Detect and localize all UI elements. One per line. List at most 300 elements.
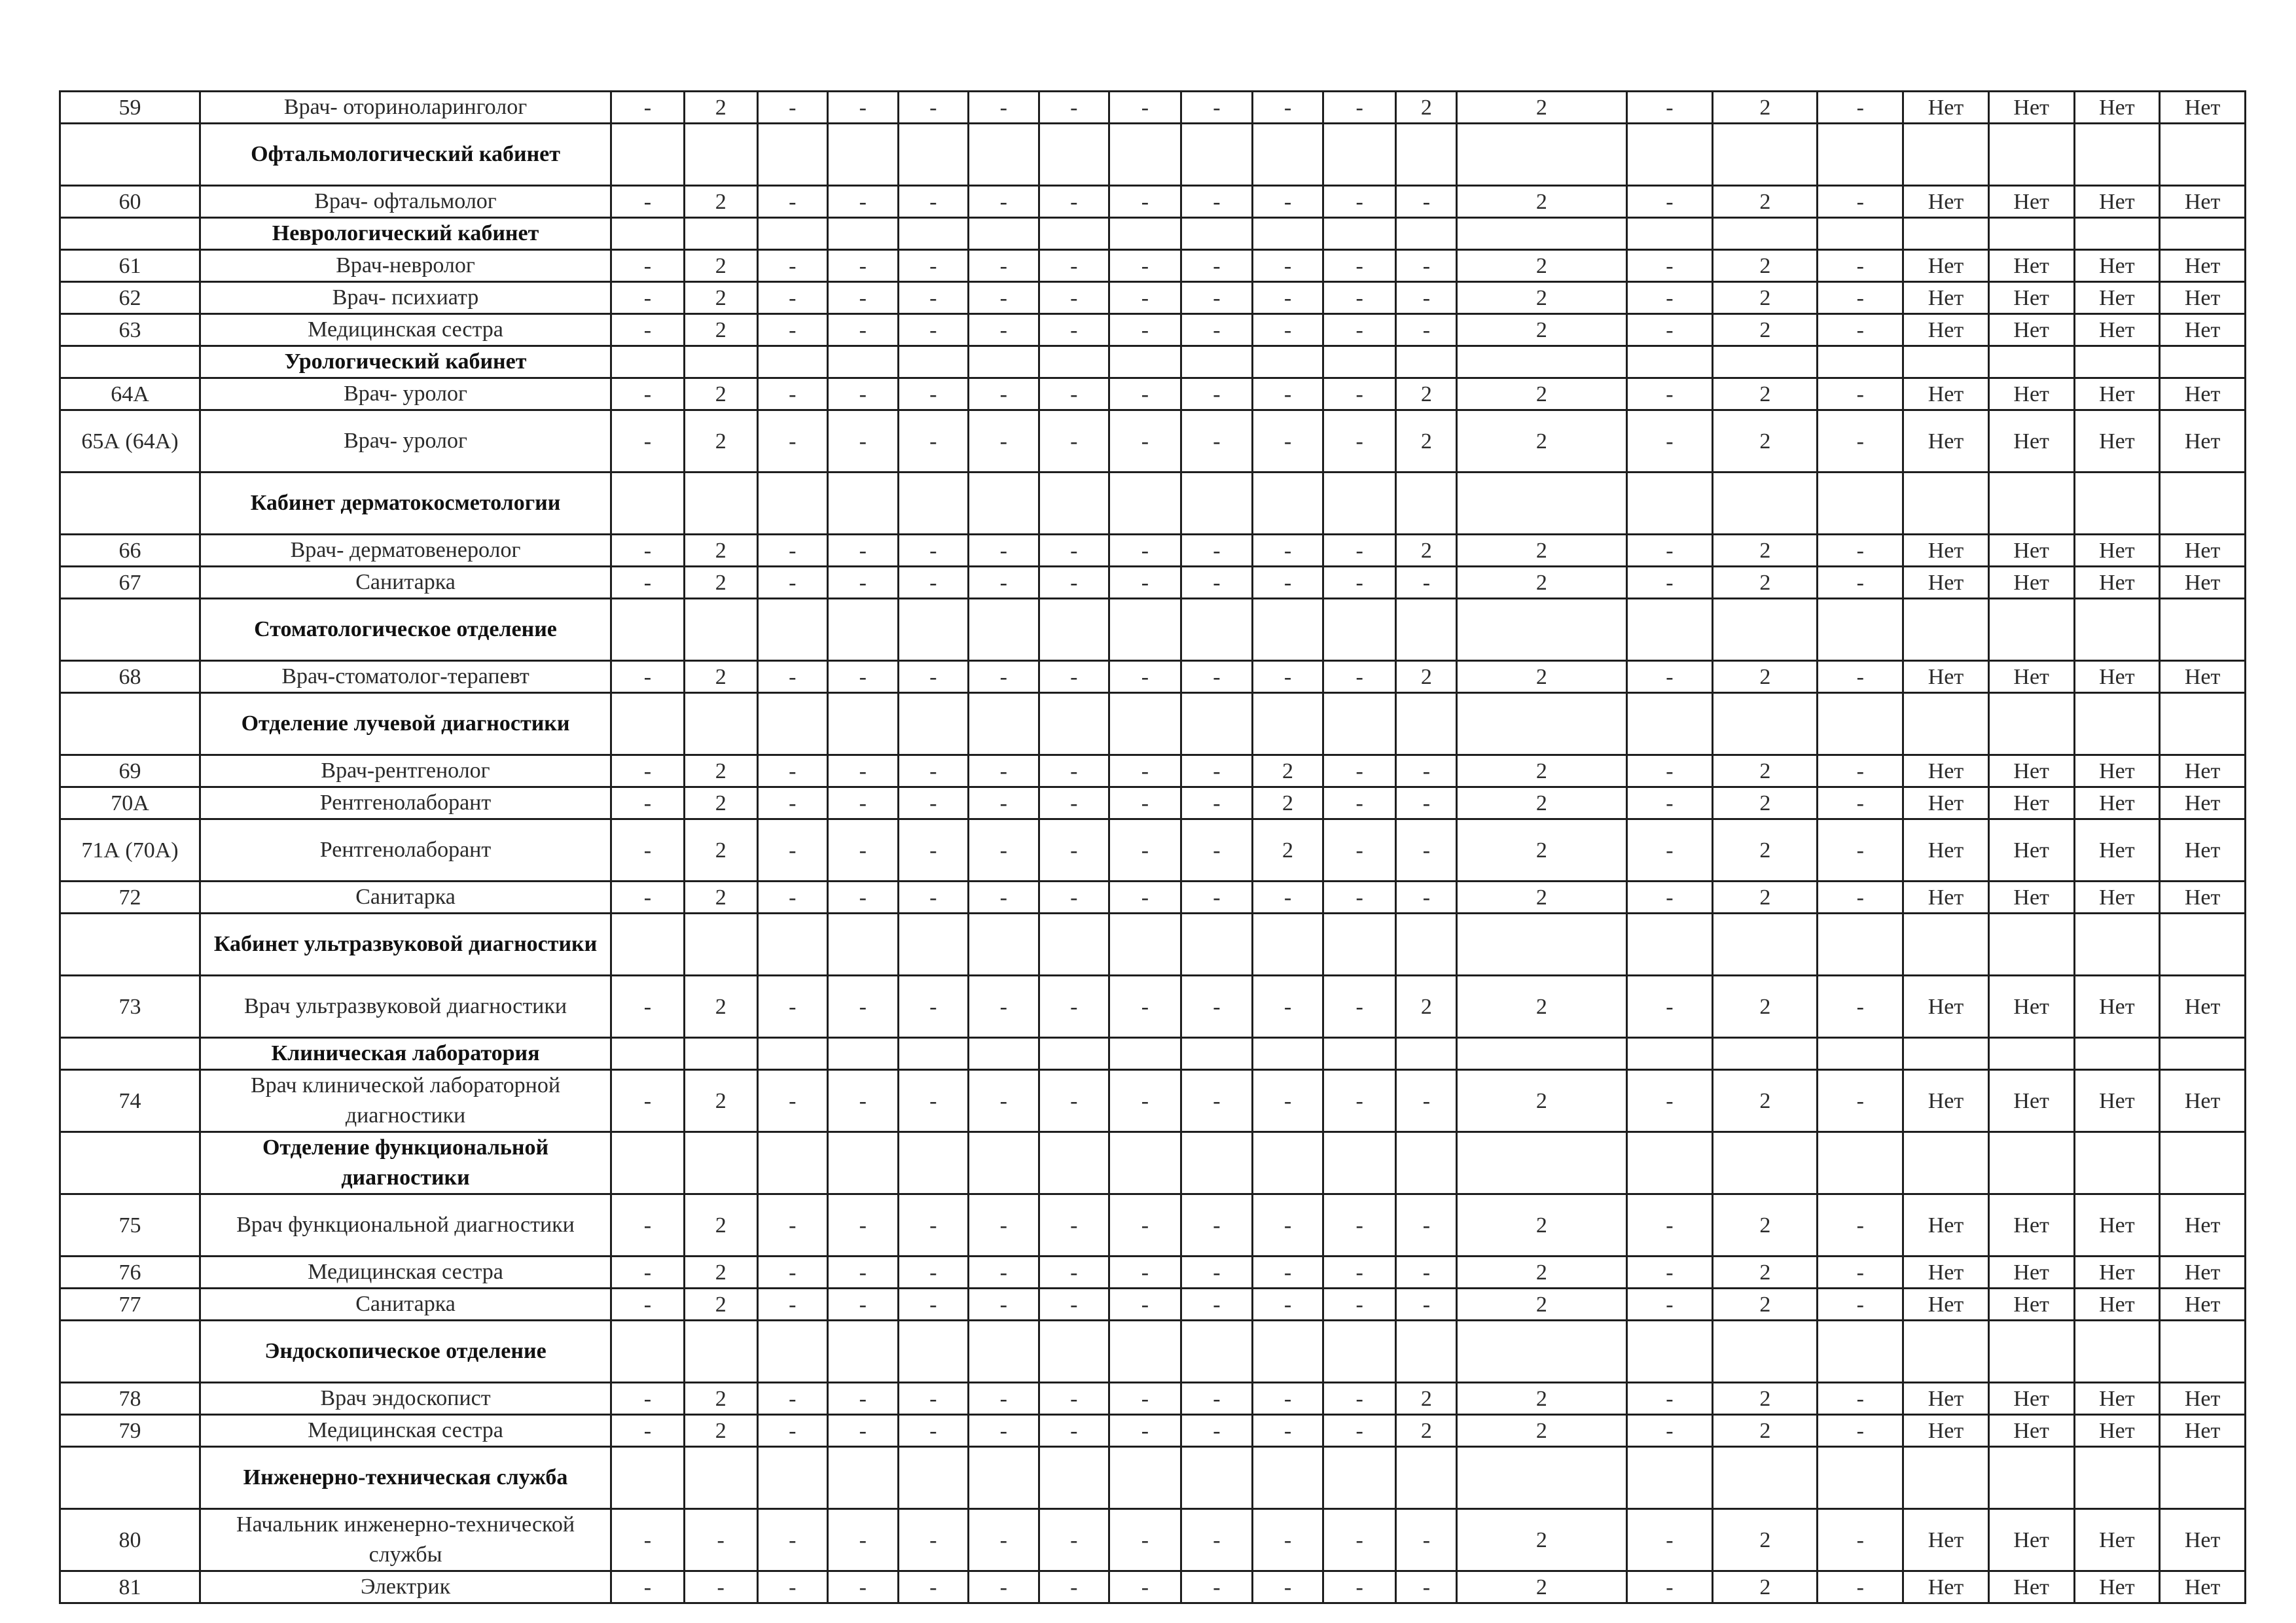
value-cell: 2 [1396,535,1457,567]
value-cell: Нет [1903,410,1989,473]
section-row [60,693,2246,755]
value-cell: - [828,1415,899,1447]
value-cell [1457,914,1626,976]
value-cell: - [611,535,685,567]
value-cell: - [969,1289,1039,1321]
value-cell: 2 [684,1257,757,1289]
value-cell: - [1039,410,1109,473]
value-cell: Нет [1903,1257,1989,1289]
table-row [60,1194,2246,1257]
value-cell: - [1818,378,1903,410]
value-cell: - [757,567,828,599]
value-cell: - [1253,1571,1323,1603]
value-cell [1323,1447,1396,1509]
value-cell: 2 [1457,1509,1626,1571]
value-cell: - [1323,186,1396,218]
value-cell: Нет [1988,1257,2074,1289]
value-cell: 2 [1457,882,1626,914]
value-cell: - [828,186,899,218]
value-cell: Нет [1903,1383,1989,1415]
value-cell: 2 [1713,976,1818,1038]
value-cell [1039,218,1109,250]
table-row [60,186,2246,218]
section-title-cell: Эндоскопическое отделение [200,1321,611,1383]
value-cell [2160,1447,2246,1509]
value-cell [1109,124,1181,186]
value-cell: - [969,1194,1039,1257]
value-cell: Нет [2074,1571,2160,1603]
table-body [60,92,2246,1603]
value-cell: - [1396,1289,1457,1321]
value-cell: - [828,314,899,346]
value-cell: 2 [684,819,757,882]
value-cell [828,914,899,976]
value-cell: - [611,1257,685,1289]
value-cell: - [1109,92,1181,124]
value-cell [1818,124,1903,186]
value-cell: 2 [1713,410,1818,473]
table-row [60,92,2246,124]
value-cell: - [757,1509,828,1571]
value-cell: - [1109,787,1181,819]
value-cell [828,124,899,186]
value-cell: 2 [684,1415,757,1447]
value-cell: - [1253,186,1323,218]
value-cell [2074,599,2160,661]
section-title-cell: Отделение лучевой диагностики [200,693,611,755]
section-title-cell: Урологический кабинет [200,346,611,378]
value-cell [1457,1447,1626,1509]
value-cell: - [898,661,969,693]
value-cell [828,1447,899,1509]
value-cell: - [1253,1509,1323,1571]
value-cell [898,693,969,755]
value-cell: Нет [2074,1070,2160,1132]
row-number-cell: 60 [60,186,200,218]
value-cell: 2 [1713,186,1818,218]
value-cell: - [1109,282,1181,314]
value-cell: 2 [684,567,757,599]
value-cell [1181,1132,1253,1194]
value-cell: Нет [1903,819,1989,882]
value-cell: 2 [684,755,757,787]
value-cell: - [611,1194,685,1257]
value-cell: Нет [2074,1289,2160,1321]
value-cell [969,693,1039,755]
position-name-cell: Санитарка [200,567,611,599]
value-cell: - [1181,1383,1253,1415]
section-row [60,599,2246,661]
value-cell: - [1818,1070,1903,1132]
value-cell: - [757,1571,828,1603]
value-cell: - [1039,535,1109,567]
value-cell [1323,473,1396,535]
value-cell: Нет [1903,661,1989,693]
value-cell: - [1323,567,1396,599]
value-cell: - [1323,410,1396,473]
value-cell [1713,346,1818,378]
value-cell: - [898,186,969,218]
value-cell: - [1253,1070,1323,1132]
value-cell [611,914,685,976]
value-cell [1626,1038,1713,1070]
value-cell: - [1253,882,1323,914]
value-cell: Нет [2160,661,2246,693]
value-cell: - [1626,282,1713,314]
value-cell: Нет [1988,661,2074,693]
value-cell [1988,218,2074,250]
value-cell: 2 [1713,92,1818,124]
value-cell [1396,1447,1457,1509]
value-cell: - [1109,410,1181,473]
value-cell: - [611,787,685,819]
value-cell: - [1109,976,1181,1038]
value-cell [828,693,899,755]
value-cell: - [828,567,899,599]
value-cell: 2 [684,1194,757,1257]
value-cell: Нет [1988,755,2074,787]
value-cell: - [1109,535,1181,567]
value-cell: Нет [2160,92,2246,124]
value-cell: - [611,1571,685,1603]
row-number-cell: 64А [60,378,200,410]
value-cell: 2 [1396,661,1457,693]
value-cell [1903,124,1989,186]
value-cell: - [611,1415,685,1447]
value-cell: Нет [2074,787,2160,819]
value-cell [1626,1321,1713,1383]
value-cell: 2 [1713,882,1818,914]
value-cell: Нет [1903,92,1989,124]
value-cell [757,1038,828,1070]
value-cell [1903,218,1989,250]
value-cell [1039,693,1109,755]
value-cell [1109,473,1181,535]
value-cell [1903,1132,1989,1194]
value-cell: - [898,755,969,787]
value-cell: Нет [1903,1194,1989,1257]
row-number-cell [60,1132,200,1194]
value-cell [1457,1132,1626,1194]
value-cell: - [828,661,899,693]
section-row [60,1038,2246,1070]
value-cell [828,218,899,250]
value-cell [2160,473,2246,535]
value-cell: - [898,1571,969,1603]
value-cell: - [969,378,1039,410]
value-cell: - [828,882,899,914]
value-cell: 2 [1457,661,1626,693]
section-title-cell: Неврологический кабинет [200,218,611,250]
row-number-cell [60,1447,200,1509]
value-cell [1818,693,1903,755]
value-cell: - [1626,661,1713,693]
value-cell [969,914,1039,976]
value-cell: - [1626,92,1713,124]
value-cell: - [1039,314,1109,346]
position-name-cell: Врач-стоматолог-терапевт [200,661,611,693]
value-cell: - [1396,1194,1457,1257]
value-cell [1181,1038,1253,1070]
value-cell [757,218,828,250]
value-cell: 2 [1713,661,1818,693]
value-cell: Нет [2160,755,2246,787]
value-cell: - [1181,567,1253,599]
table-row [60,1383,2246,1415]
value-cell: 2 [684,1070,757,1132]
value-cell [1323,599,1396,661]
value-cell: - [1039,1415,1109,1447]
value-cell [1253,218,1323,250]
value-cell: Нет [2074,1257,2160,1289]
value-cell: - [1396,819,1457,882]
value-cell: - [898,1509,969,1571]
value-cell: - [1039,92,1109,124]
value-cell: - [1626,186,1713,218]
value-cell [828,473,899,535]
value-cell: Нет [1988,819,2074,882]
value-cell: 2 [1457,976,1626,1038]
value-cell [1988,1321,2074,1383]
value-cell [1109,218,1181,250]
value-cell: 2 [684,535,757,567]
value-cell [1253,346,1323,378]
value-cell [1323,693,1396,755]
table-row [60,1257,2246,1289]
value-cell: Нет [2074,1509,2160,1571]
value-cell: Нет [1988,186,2074,218]
value-cell [1988,1132,2074,1194]
value-cell [898,1038,969,1070]
value-cell: 2 [1253,755,1323,787]
value-cell: Нет [1988,1289,2074,1321]
value-cell: Нет [2160,410,2246,473]
value-cell: 2 [1713,1257,1818,1289]
value-cell [611,1038,685,1070]
value-cell: 2 [1396,1383,1457,1415]
table-row [60,282,2246,314]
value-cell: 2 [1457,535,1626,567]
value-cell: - [1253,1415,1323,1447]
value-cell: - [898,282,969,314]
value-cell: - [1109,186,1181,218]
value-cell [611,599,685,661]
value-cell: - [1323,378,1396,410]
position-name-cell: Врач-рентгенолог [200,755,611,787]
value-cell [684,693,757,755]
value-cell: - [1109,882,1181,914]
value-cell [2074,1321,2160,1383]
value-cell: - [1396,1257,1457,1289]
value-cell: Нет [1988,1509,2074,1571]
value-cell: Нет [2160,1571,2246,1603]
row-number-cell: 68 [60,661,200,693]
value-cell: Нет [1903,535,1989,567]
value-cell: Нет [1903,976,1989,1038]
value-cell: - [1396,787,1457,819]
document-sheet [59,90,2246,1604]
value-cell: - [1253,661,1323,693]
value-cell: - [611,882,685,914]
value-cell: - [969,1257,1039,1289]
value-cell: - [828,1571,899,1603]
value-cell: Нет [2160,1383,2246,1415]
value-cell: - [1109,567,1181,599]
section-row [60,1447,2246,1509]
value-cell: 2 [1457,282,1626,314]
value-cell [1253,914,1323,976]
position-name-cell: Санитарка [200,882,611,914]
value-cell: - [1253,92,1323,124]
value-cell: 2 [684,378,757,410]
value-cell: Нет [1988,976,2074,1038]
value-cell: - [1253,1257,1323,1289]
value-cell: - [969,755,1039,787]
value-cell: 2 [684,1289,757,1321]
value-cell [2074,473,2160,535]
value-cell [1396,473,1457,535]
value-cell [1818,1132,1903,1194]
value-cell: Нет [1988,535,2074,567]
value-cell: - [1181,1194,1253,1257]
value-cell: - [1323,819,1396,882]
value-cell [2160,218,2246,250]
value-cell: - [1626,1194,1713,1257]
value-cell: 2 [684,92,757,124]
value-cell: - [1039,250,1109,282]
value-cell [1323,218,1396,250]
value-cell [2160,1321,2246,1383]
value-cell: Нет [2160,1070,2246,1132]
value-cell: - [828,1194,899,1257]
value-cell: 2 [684,410,757,473]
value-cell: - [1626,567,1713,599]
value-cell: - [1396,250,1457,282]
value-cell: Нет [1988,92,2074,124]
row-number-cell: 80 [60,1509,200,1571]
value-cell: - [1396,882,1457,914]
value-cell: - [1626,1070,1713,1132]
table-row [60,314,2246,346]
value-cell [2074,1447,2160,1509]
value-cell: 2 [1713,1571,1818,1603]
value-cell: - [1039,282,1109,314]
value-cell: 2 [1713,250,1818,282]
value-cell: 2 [1713,819,1818,882]
value-cell [1109,914,1181,976]
value-cell: - [1818,535,1903,567]
value-cell: - [1323,250,1396,282]
value-cell: 2 [684,186,757,218]
value-cell: - [1818,1194,1903,1257]
value-cell [1457,693,1626,755]
position-name-cell: Врач- уролог [200,410,611,473]
value-cell: - [1181,882,1253,914]
value-cell: Нет [1988,1415,2074,1447]
value-cell: - [1626,1509,1713,1571]
section-row [60,346,2246,378]
value-cell [1988,473,2074,535]
value-cell: - [1253,314,1323,346]
value-cell: 2 [1457,567,1626,599]
section-title-cell: Инженерно-техническая служба [200,1447,611,1509]
row-number-cell: 59 [60,92,200,124]
value-cell: 2 [1396,410,1457,473]
value-cell: Нет [2074,976,2160,1038]
table-row [60,535,2246,567]
table-row [60,250,2246,282]
value-cell [1626,473,1713,535]
value-cell: - [1039,1571,1109,1603]
value-cell: Нет [1988,882,2074,914]
value-cell: Нет [1988,250,2074,282]
value-cell [2160,599,2246,661]
value-cell [1903,473,1989,535]
table-row [60,378,2246,410]
value-cell: - [757,378,828,410]
value-cell: Нет [2074,1194,2160,1257]
value-cell: Нет [2074,882,2160,914]
value-cell [611,124,685,186]
position-name-cell: Врач ультразвуковой диагностики [200,976,611,1038]
value-cell: - [828,282,899,314]
value-cell [969,473,1039,535]
value-cell: - [828,92,899,124]
value-cell: - [898,819,969,882]
row-number-cell [60,914,200,976]
value-cell [828,1321,899,1383]
row-number-cell: 65А (64А) [60,410,200,473]
value-cell [1713,599,1818,661]
section-title-cell: Отделение функциональной диагностики [200,1132,611,1194]
value-cell [1396,1132,1457,1194]
value-cell: - [1396,1571,1457,1603]
value-cell [611,1321,685,1383]
value-cell: - [1181,1257,1253,1289]
value-cell [1457,473,1626,535]
value-cell [1903,346,1989,378]
value-cell: Нет [1903,1509,1989,1571]
value-cell: Нет [1988,1194,2074,1257]
table-row [60,819,2246,882]
value-cell: - [1626,410,1713,473]
value-cell: - [898,1289,969,1321]
row-number-cell: 71А (70А) [60,819,200,882]
position-name-cell: Санитарка [200,1289,611,1321]
value-cell: - [611,1383,685,1415]
value-cell [2074,218,2160,250]
value-cell: - [898,1383,969,1415]
value-cell: - [1109,1415,1181,1447]
value-cell: - [611,976,685,1038]
value-cell: - [1818,567,1903,599]
value-cell: - [898,314,969,346]
value-cell [1181,346,1253,378]
value-cell: - [1626,819,1713,882]
value-cell [611,473,685,535]
value-cell [1818,1038,1903,1070]
value-cell: Нет [2160,1509,2246,1571]
table-row [60,755,2246,787]
row-number-cell: 75 [60,1194,200,1257]
position-name-cell: Врач- дерматовенеролог [200,535,611,567]
value-cell [969,599,1039,661]
row-number-cell: 72 [60,882,200,914]
value-cell [684,914,757,976]
row-number-cell: 73 [60,976,200,1038]
value-cell [969,218,1039,250]
section-row [60,914,2246,976]
